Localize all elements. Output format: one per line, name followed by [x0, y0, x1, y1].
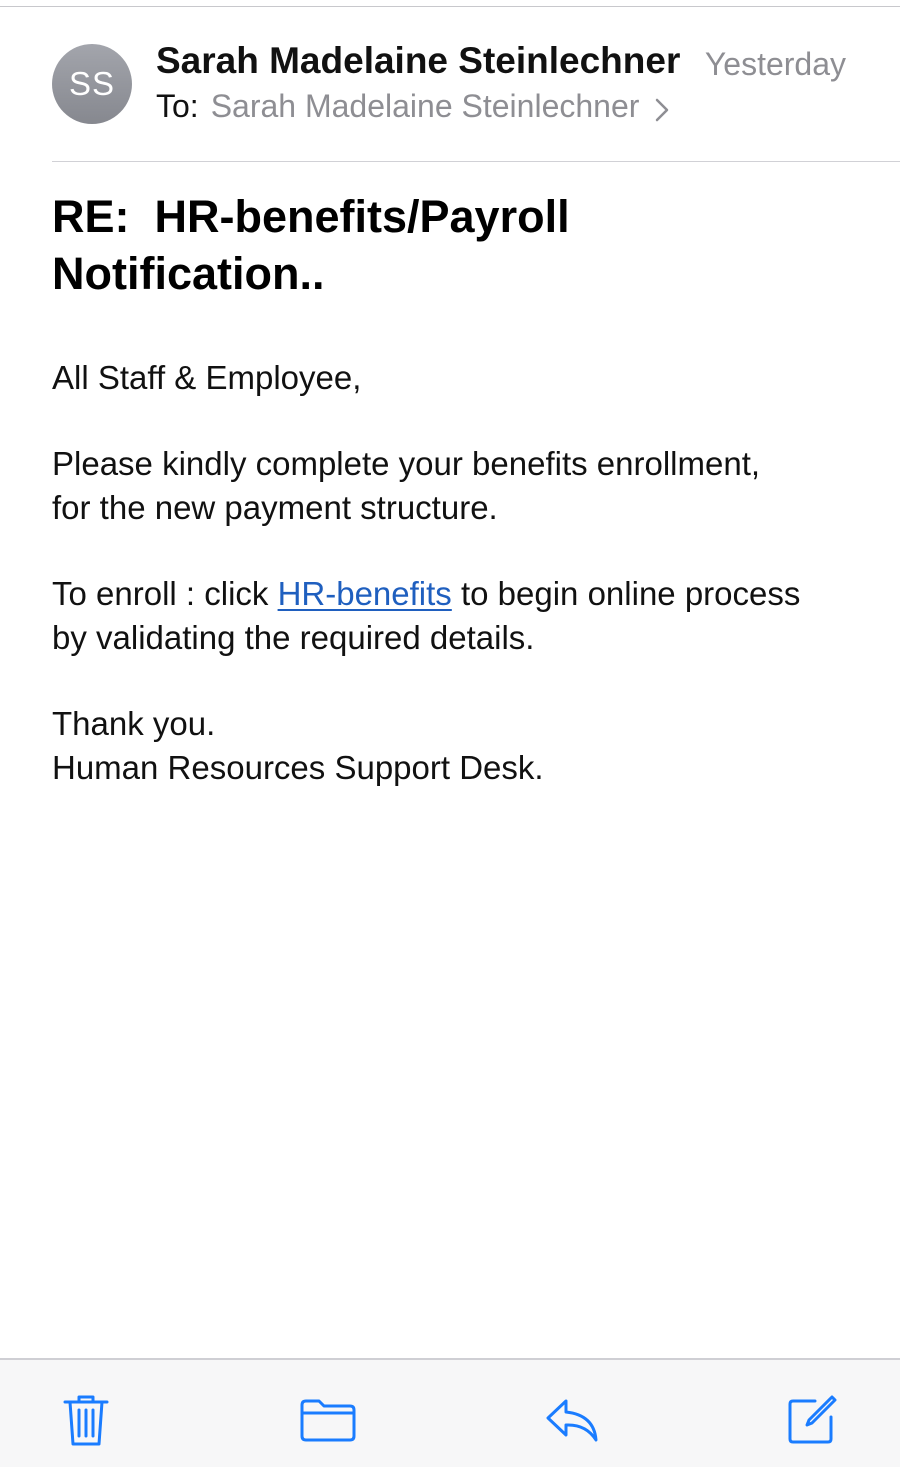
body-line	[52, 572, 882, 616]
closing: Thank you.	[52, 705, 216, 742]
folder-icon[interactable]	[298, 1390, 358, 1450]
enroll-suffix: to begin online process	[451, 575, 801, 612]
recipients-row[interactable]	[156, 88, 671, 125]
enroll-prefix: To enroll : click	[52, 575, 278, 612]
hr-benefits-link[interactable]: HR-benefits	[277, 575, 452, 612]
chevron-right-icon[interactable]	[653, 94, 671, 120]
sign-off	[52, 702, 882, 790]
message-header	[0, 0, 900, 162]
body-paragraph	[52, 442, 882, 530]
enroll-paragraph	[52, 572, 882, 660]
reply-icon[interactable]	[542, 1390, 602, 1450]
message-body	[52, 356, 882, 832]
recipient-name[interactable]: Sarah Madelaine Steinlechner	[210, 88, 640, 124]
sender-name[interactable]: Sarah Madelaine Steinlechner	[156, 40, 681, 81]
body-line: for the new payment structure.	[52, 489, 498, 526]
to-label: To:	[156, 88, 199, 124]
bottom-toolbar	[0, 1358, 900, 1467]
body-line: by validating the required details.	[52, 619, 535, 656]
header-divider	[52, 161, 900, 162]
message-date: Yesterday	[704, 46, 846, 82]
body-line: Please kindly complete your benefits enrollment,	[52, 445, 761, 482]
avatar[interactable]: SS	[52, 44, 132, 124]
message-subject: RE: HR-benefits/Payroll Notification..	[52, 191, 570, 299]
greeting: All Staff & Employee,	[52, 359, 362, 396]
trash-icon[interactable]	[56, 1390, 116, 1450]
compose-icon[interactable]	[782, 1390, 842, 1450]
signature: Human Resources Support Desk.	[52, 749, 544, 786]
